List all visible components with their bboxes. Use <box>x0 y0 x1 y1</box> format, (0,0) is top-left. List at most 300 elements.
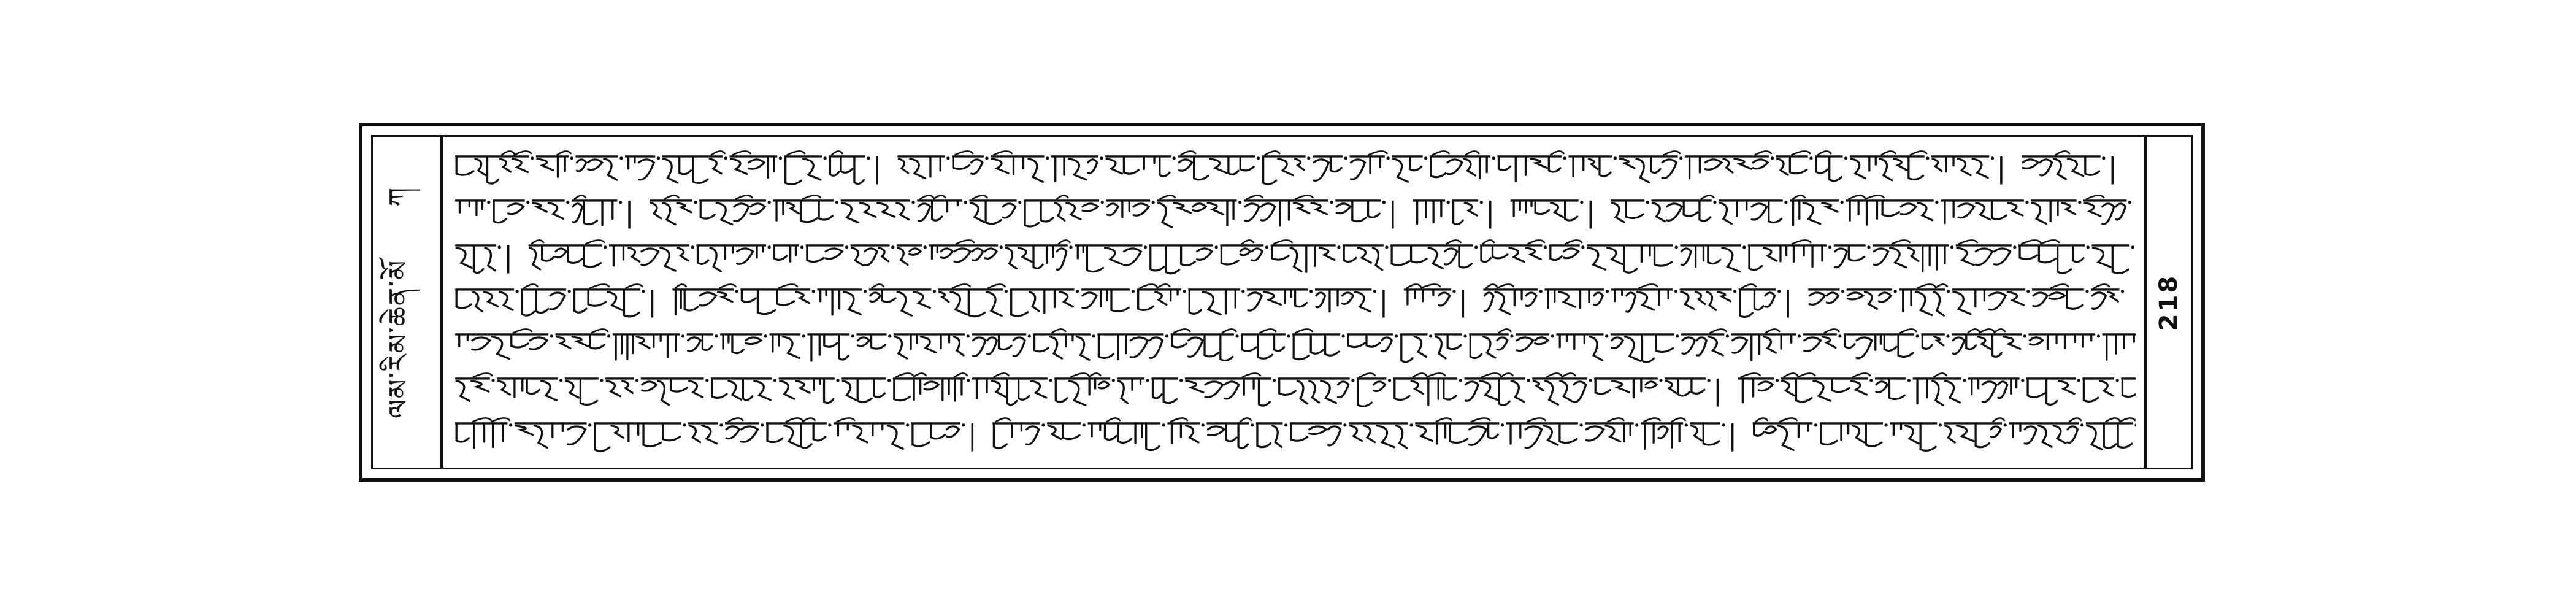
vowel-mark <box>778 285 798 288</box>
script-glyph <box>1953 337 1964 354</box>
script-glyph <box>533 203 546 212</box>
vowel-mark <box>719 285 736 288</box>
script-glyph <box>1149 337 1162 358</box>
script-glyph <box>1898 336 1913 357</box>
script-glyph <box>803 159 820 180</box>
tsheg-dot <box>967 379 970 382</box>
vowel-mark <box>1500 374 1513 377</box>
script-glyph <box>1118 424 1131 442</box>
script-glyph <box>1484 337 1495 358</box>
vowel-mark <box>1242 374 1261 377</box>
script-glyph <box>1227 202 1233 225</box>
text-line <box>453 192 2136 236</box>
script-glyph <box>1057 249 1067 270</box>
script-glyph <box>716 203 732 225</box>
script-glyph <box>500 292 513 310</box>
script-glyph <box>1499 380 1509 405</box>
script-glyph <box>821 291 826 301</box>
vowel-mark <box>1848 196 1865 199</box>
script-glyph <box>1392 247 1409 265</box>
script-glyph <box>671 380 688 391</box>
script-glyph <box>624 291 638 317</box>
tsheg-dot <box>2097 334 2100 337</box>
script-glyph <box>488 158 499 183</box>
vowel-mark <box>919 196 933 199</box>
tsheg-dot <box>694 201 697 204</box>
tsheg-dot <box>1265 245 1268 249</box>
script-glyph <box>776 202 783 220</box>
script-glyph <box>1189 337 1203 357</box>
tsheg-dot <box>1309 290 1313 293</box>
tsheg-dot <box>2116 379 2119 382</box>
script-glyph <box>910 249 921 255</box>
script-glyph <box>689 381 702 397</box>
vowel-mark <box>872 285 884 288</box>
tsheg-dot <box>1202 423 1205 426</box>
tsheg-dot <box>1251 423 1254 426</box>
folio-frame <box>371 135 2193 469</box>
script-glyph <box>1705 160 1722 169</box>
script-glyph <box>642 249 659 265</box>
script-glyph <box>1259 380 1270 406</box>
tsheg-dot <box>1510 334 1513 337</box>
tsheg-dot <box>1238 201 1241 204</box>
script-glyph <box>947 426 959 436</box>
script-glyph <box>1612 381 1629 392</box>
script-glyph <box>1827 293 1838 303</box>
script-glyph <box>680 158 691 174</box>
vowel-mark <box>933 196 946 199</box>
script-glyph <box>1151 247 1164 271</box>
vowel-mark <box>1485 285 1497 288</box>
script-glyph <box>1560 424 1577 442</box>
script-glyph <box>1203 292 1221 315</box>
script-glyph <box>1656 336 1673 352</box>
script-glyph <box>913 424 929 445</box>
script-glyph <box>1428 380 1438 405</box>
script-glyph <box>1626 202 1643 218</box>
script-glyph <box>607 381 620 396</box>
margin-volume-letter: ཀ <box>383 186 415 207</box>
script-glyph <box>1769 202 1782 223</box>
script-glyph <box>774 247 786 260</box>
script-glyph <box>700 202 715 218</box>
script-line-1 <box>453 148 2136 191</box>
vowel-mark <box>473 374 493 377</box>
vowel-mark <box>1992 418 2004 422</box>
tsheg-dot <box>1273 379 1276 382</box>
script-glyph <box>459 336 468 346</box>
vowel-mark <box>831 151 843 155</box>
script-glyph <box>1069 159 1086 180</box>
script-glyph <box>2068 159 2083 176</box>
script-glyph <box>858 337 870 346</box>
vowel-mark <box>1140 285 1157 288</box>
script-glyph <box>1275 336 1284 351</box>
script-glyph <box>1408 291 1415 304</box>
script-glyph <box>500 159 510 172</box>
script-glyph <box>941 336 949 349</box>
tsheg-dot <box>1046 156 1049 160</box>
script-glyph <box>1210 159 1227 173</box>
script-glyph <box>718 292 732 302</box>
vowel-mark <box>1420 285 1441 288</box>
script-glyph <box>1703 424 1719 444</box>
vowel-mark <box>2055 151 2070 155</box>
script-glyph <box>843 292 861 314</box>
tsheg-dot <box>2078 201 2081 204</box>
tsheg-dot <box>1429 334 1432 337</box>
vowel-mark <box>1958 240 1977 244</box>
script-glyph <box>1423 291 1433 301</box>
script-glyph <box>985 249 997 259</box>
tsheg-dot <box>1343 423 1346 426</box>
script-glyph <box>1933 381 1944 406</box>
script-glyph <box>590 336 605 349</box>
script-glyph <box>2007 292 2023 305</box>
script-glyph <box>1208 426 1225 435</box>
script-glyph <box>1447 336 1461 349</box>
tsheg-dot <box>1100 156 1103 160</box>
script-glyph <box>1225 382 1239 399</box>
script-glyph <box>1416 425 1432 441</box>
tsheg-dot <box>2085 290 2088 293</box>
script-glyph <box>663 203 675 225</box>
script-glyph <box>638 160 654 180</box>
tsheg-dot <box>566 201 569 204</box>
script-glyph <box>1558 292 1575 307</box>
tsheg-dot <box>1991 156 1994 160</box>
vowel-mark <box>531 240 544 244</box>
tsheg-dot <box>812 290 815 293</box>
script-glyph <box>1851 381 1867 395</box>
script-glyph <box>1778 425 1793 449</box>
script-glyph <box>1273 425 1282 447</box>
tsheg-dot <box>1041 423 1045 426</box>
script-glyph <box>1495 292 1510 314</box>
vowel-mark <box>1910 151 1927 155</box>
right-margin <box>2144 137 2191 468</box>
tsheg-dot <box>1183 290 1186 293</box>
vowel-mark <box>1259 329 1276 333</box>
vowel-mark <box>1368 151 1388 155</box>
script-glyph <box>1013 158 1023 174</box>
tsheg-dot <box>1069 245 1072 249</box>
script-glyph <box>1754 424 1764 435</box>
script-glyph <box>1982 382 1996 402</box>
script-glyph <box>1158 203 1171 227</box>
vowel-mark <box>1246 196 1263 199</box>
tsheg-dot <box>1527 379 1530 382</box>
script-glyph <box>1945 202 1953 223</box>
script-glyph <box>1035 336 1049 352</box>
vowel-mark <box>1240 418 1251 422</box>
vowel-mark <box>1471 418 1490 422</box>
script-glyph <box>2087 425 2102 449</box>
vowel-mark <box>954 151 973 155</box>
script-glyph <box>1511 381 1524 402</box>
script-glyph <box>954 337 964 355</box>
script-glyph <box>1612 203 1624 222</box>
tsheg-dot <box>550 334 553 337</box>
script-glyph <box>726 426 739 438</box>
script-glyph <box>1608 248 1622 264</box>
script-glyph <box>1263 158 1276 184</box>
vowel-mark <box>664 196 679 199</box>
script-glyph <box>970 203 984 222</box>
script-glyph <box>1666 381 1676 393</box>
script-glyph <box>1047 247 1053 263</box>
script-glyph <box>710 159 721 174</box>
script-glyph <box>1285 291 1291 303</box>
script-glyph <box>1641 247 1650 262</box>
tsheg-dot <box>1674 290 1677 293</box>
script-glyph <box>788 203 799 214</box>
vowel-mark <box>1643 418 1660 422</box>
script-glyph <box>1006 248 1017 269</box>
tsheg-dot <box>559 379 562 382</box>
tsheg-dot <box>767 245 770 249</box>
script-glyph <box>1560 336 1566 347</box>
script-glyph <box>472 381 489 391</box>
script-glyph <box>953 158 969 169</box>
script-glyph <box>737 249 753 264</box>
script-glyph <box>1957 248 1974 265</box>
script-glyph <box>1368 202 1380 217</box>
script-glyph <box>2103 204 2114 224</box>
script-glyph <box>1019 248 1032 262</box>
script-glyph <box>1433 202 1441 223</box>
tsheg-dot <box>768 201 771 204</box>
script-glyph <box>1742 380 1753 403</box>
tsheg-dot <box>1101 201 1104 204</box>
tsheg-dot <box>1501 423 1504 426</box>
script-glyph <box>1906 425 1919 443</box>
script-glyph <box>1489 424 1498 438</box>
vowel-mark <box>727 418 743 422</box>
script-glyph <box>913 292 930 308</box>
script-glyph <box>932 202 942 220</box>
script-line-6 <box>453 370 2136 414</box>
vowel-mark <box>1426 374 1445 377</box>
script-glyph <box>456 291 471 308</box>
script-glyph <box>1992 336 2001 357</box>
tsheg-dot <box>2128 201 2131 204</box>
tsheg-dot <box>1049 379 1052 382</box>
vowel-mark <box>836 418 855 422</box>
tsheg-dot <box>1679 156 1682 160</box>
tsheg-dot <box>891 245 894 249</box>
script-glyph <box>843 381 856 400</box>
tsheg-dot <box>1784 201 1787 204</box>
script-glyph <box>1221 336 1233 361</box>
script-glyph <box>1672 424 1679 447</box>
tsheg-dot <box>1132 290 1135 293</box>
tsheg-dot <box>1646 201 1649 204</box>
script-glyph <box>940 292 949 302</box>
tsheg-dot <box>1337 245 1340 249</box>
tsheg-dot <box>1172 156 1175 160</box>
script-glyph <box>1238 424 1248 447</box>
script-glyph <box>1909 158 1923 180</box>
script-glyph <box>882 291 895 302</box>
script-glyph <box>1466 382 1479 401</box>
script-glyph <box>1796 380 1811 402</box>
vowel-mark <box>913 374 927 377</box>
script-glyph <box>1707 292 1716 310</box>
script-glyph <box>807 247 824 262</box>
script-glyph <box>1069 381 1086 406</box>
script-glyph <box>1045 291 1055 314</box>
script-glyph <box>757 291 775 314</box>
tsheg-dot <box>773 379 776 382</box>
script-glyph <box>1027 426 1039 444</box>
script-glyph <box>801 202 818 222</box>
script-glyph <box>1351 160 1365 180</box>
script-glyph <box>2108 292 2118 301</box>
tsheg-dot <box>568 290 571 293</box>
script-glyph <box>746 337 761 344</box>
script-glyph <box>1957 425 1974 441</box>
script-glyph <box>1733 337 1747 353</box>
vowel-mark <box>557 151 572 155</box>
script-glyph <box>2047 380 2057 405</box>
tsheg-dot <box>836 379 839 382</box>
script-glyph <box>710 248 721 271</box>
tsheg-dot <box>642 290 645 293</box>
tsheg-dot <box>1563 156 1566 160</box>
script-glyph <box>947 202 957 212</box>
script-glyph <box>1749 247 1761 270</box>
script-glyph <box>783 337 799 358</box>
script-glyph <box>895 337 907 358</box>
script-glyph <box>2058 247 2071 273</box>
tsheg-dot <box>1707 379 1710 382</box>
vowel-mark <box>2105 418 2120 422</box>
script-glyph <box>1638 292 1654 310</box>
script-glyph <box>1889 380 1904 399</box>
script-glyph <box>642 382 656 391</box>
script-glyph <box>1879 293 1891 302</box>
tsheg-dot <box>1330 201 1333 204</box>
tsheg-dot <box>1844 156 1847 160</box>
script-glyph <box>870 293 880 302</box>
script-glyph <box>1595 380 1610 394</box>
script-glyph <box>663 424 680 440</box>
vowel-mark <box>2093 285 2109 288</box>
script-glyph <box>677 203 691 212</box>
tsheg-dot <box>1742 245 1746 249</box>
script-glyph <box>1514 202 1520 216</box>
script-glyph <box>573 204 582 222</box>
script-glyph <box>689 425 700 442</box>
script-glyph <box>832 291 839 315</box>
vowel-mark <box>1663 151 1681 155</box>
script-glyph <box>1890 248 1906 268</box>
script-glyph <box>527 380 539 394</box>
tsheg-dot <box>1165 334 1168 337</box>
script-glyph <box>1146 424 1159 450</box>
script-glyph <box>1311 336 1323 353</box>
script-glyph <box>1934 292 1944 315</box>
vowel-mark <box>1791 151 1810 155</box>
tsheg-dot <box>911 201 914 204</box>
script-glyph <box>1480 158 1487 179</box>
script-glyph <box>1535 337 1548 344</box>
script-glyph <box>2039 425 2052 446</box>
tsheg-dot <box>1838 334 1841 337</box>
script-glyph <box>742 426 758 441</box>
script-glyph <box>1083 204 1098 211</box>
script-glyph <box>604 159 617 180</box>
script-glyph <box>731 159 747 174</box>
script-line-7 <box>453 415 2136 458</box>
script-glyph <box>2023 160 2038 168</box>
script-glyph <box>1321 381 1336 403</box>
script-glyph <box>986 202 1001 224</box>
script-glyph <box>1221 247 1238 264</box>
script-glyph <box>784 425 799 445</box>
script-glyph <box>1087 247 1103 272</box>
vowel-mark <box>1881 151 1896 155</box>
script-glyph <box>751 204 765 214</box>
tsheg-dot <box>1915 334 1919 337</box>
script-glyph <box>1352 202 1367 222</box>
script-glyph <box>1278 159 1293 175</box>
tsheg-dot <box>2021 379 2024 382</box>
script-glyph <box>1166 247 1179 274</box>
tsheg-dot <box>1386 156 1389 160</box>
vowel-mark <box>1765 329 1780 333</box>
script-glyph <box>1395 380 1409 400</box>
vowel-mark <box>1180 151 1195 155</box>
script-glyph <box>588 291 606 306</box>
script-glyph <box>1923 247 1930 272</box>
vowel-mark <box>1784 374 1798 377</box>
script-glyph <box>1514 291 1522 306</box>
script-glyph <box>2053 425 2066 443</box>
tsheg-dot <box>2013 245 2016 249</box>
script-glyph <box>1499 158 1511 170</box>
script-glyph <box>602 202 613 225</box>
script-glyph <box>1066 336 1073 347</box>
tsheg-dot <box>1351 379 1354 382</box>
script-glyph <box>911 336 917 349</box>
script-glyph <box>1205 382 1223 397</box>
script-glyph <box>1111 291 1129 312</box>
script-glyph <box>1934 337 1944 345</box>
tsheg-dot <box>1076 290 1079 293</box>
script-glyph <box>1297 381 1307 404</box>
script-glyph <box>516 425 533 434</box>
vowel-mark <box>1465 151 1479 155</box>
script-glyph <box>1295 291 1307 307</box>
script-glyph <box>556 249 566 258</box>
script-glyph <box>1816 158 1827 173</box>
tsheg-dot <box>2131 245 2134 249</box>
tsheg-dot <box>531 156 534 160</box>
tsheg-dot <box>1722 423 1725 426</box>
tsheg-dot <box>1447 201 1450 204</box>
script-glyph <box>918 204 930 221</box>
script-glyph <box>1089 380 1095 395</box>
tsheg-dot <box>867 156 870 160</box>
script-glyph <box>1411 247 1427 263</box>
script-glyph <box>1976 249 1992 265</box>
script-glyph <box>743 380 752 400</box>
tsheg-dot <box>1257 156 1260 160</box>
script-glyph <box>1620 159 1635 168</box>
